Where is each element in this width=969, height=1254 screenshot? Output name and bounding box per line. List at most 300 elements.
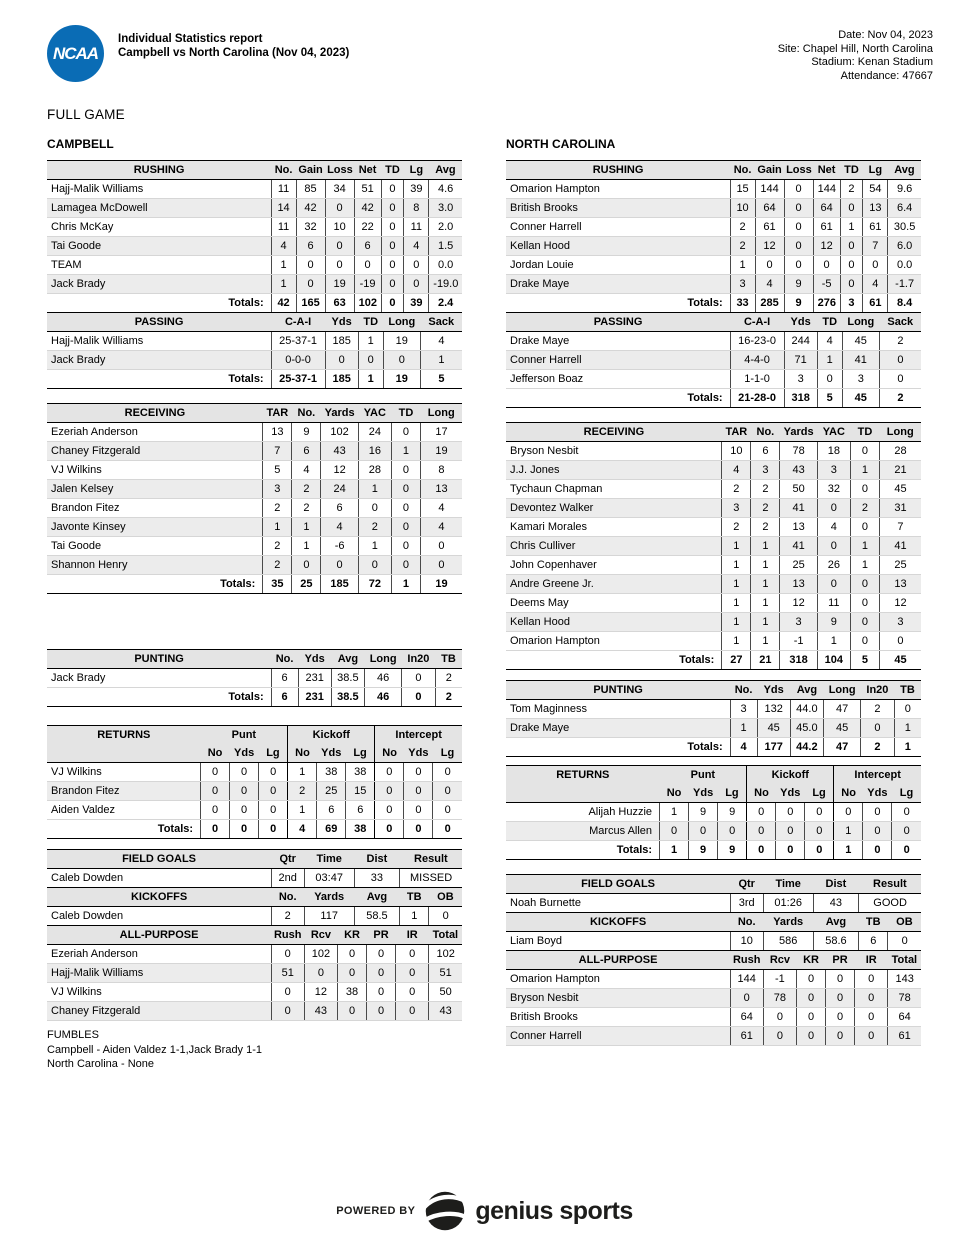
table-row: [47, 499, 462, 518]
cell: 30.5: [888, 218, 921, 237]
cell: -1: [763, 970, 796, 989]
header-cell: Avg: [888, 161, 921, 180]
cell: Jalen Kelsey: [47, 480, 263, 499]
header-cell: ALL-PURPOSE: [47, 926, 271, 945]
cell: 2: [271, 907, 304, 926]
cell: 0: [230, 763, 259, 782]
cell: -19: [354, 275, 381, 294]
cell: 10: [722, 442, 751, 461]
cell: 0: [892, 803, 921, 822]
report-titles: [118, 25, 349, 60]
header-cell: Lg: [892, 784, 921, 803]
cell: Hajj-Malik Williams: [47, 332, 271, 351]
cell: 33: [730, 294, 755, 313]
cell: 24: [321, 480, 358, 499]
cell: 64: [888, 1008, 921, 1027]
cell: 1: [358, 480, 391, 499]
cell: 2: [879, 389, 921, 408]
cell: 1: [840, 218, 863, 237]
cell: 0: [863, 256, 888, 275]
cell: Tom Maginness: [506, 700, 730, 719]
header-cell: TD: [817, 313, 842, 332]
cell: 0: [817, 499, 850, 518]
cell: 2: [751, 499, 780, 518]
table-row: [47, 964, 462, 983]
cell: 0: [383, 351, 420, 370]
cell: 0: [863, 841, 892, 860]
table-row: [506, 442, 921, 461]
header-cell: TD: [381, 161, 404, 180]
cell: 1: [894, 738, 921, 757]
header-cell: RETURNS: [506, 766, 660, 785]
cell: 1: [751, 575, 780, 594]
cell: 0: [826, 989, 855, 1008]
cell: 102: [321, 423, 358, 442]
table-row: [506, 370, 921, 389]
fumbles-line-campbell: Campbell - Aiden Valdez 1-1,Jack Brady 1-1: [47, 1043, 263, 1056]
campbell-column: [47, 137, 462, 1072]
cell: 5: [817, 389, 842, 408]
cell: 0: [840, 256, 863, 275]
cell: 19: [420, 442, 462, 461]
ncaa-logo: [47, 25, 104, 82]
cell: 6: [317, 801, 346, 820]
header-cell: Dist: [354, 850, 400, 869]
header-cell: Yds: [784, 313, 817, 332]
game-meta: [778, 25, 933, 83]
fumbles-title: FUMBLES: [47, 1029, 99, 1041]
cell: 276: [813, 294, 840, 313]
cell: Jack Brady: [47, 351, 271, 370]
header-cell: No.: [751, 423, 780, 442]
cell: 0: [367, 945, 396, 964]
cell: 2.4: [429, 294, 462, 313]
ncaa-logo-text: NCAA: [52, 43, 99, 63]
cell: 0: [402, 688, 435, 707]
cell: TEAM: [47, 256, 271, 275]
table-row: [47, 869, 462, 888]
header-cell: Lg: [718, 784, 747, 803]
cell: 9: [292, 423, 321, 442]
cell: 0: [840, 237, 863, 256]
cell: 10: [730, 932, 763, 951]
cell: 61: [730, 1027, 763, 1046]
header-cell: No.: [271, 888, 304, 907]
cell: 0: [381, 180, 404, 199]
cell: 0: [433, 801, 462, 820]
cell: 102: [354, 294, 381, 313]
cell: 0: [325, 237, 354, 256]
cell: 0: [325, 199, 354, 218]
cell: 19: [383, 332, 420, 351]
cell: 43: [813, 894, 859, 913]
stats-columns: [0, 137, 969, 1072]
cell: 0: [763, 1027, 796, 1046]
cell: VJ Wilkins: [47, 983, 271, 1002]
cell: 0: [784, 218, 813, 237]
header-cell: PUNTING: [506, 681, 730, 700]
cell: 1: [292, 537, 321, 556]
header-cell: Result: [859, 875, 921, 894]
cell: 28: [879, 442, 921, 461]
cell: 1: [358, 537, 391, 556]
nc-receiving-table: [506, 422, 921, 670]
cell: 78: [888, 989, 921, 1008]
header-cell: Yards: [780, 423, 817, 442]
table-row: [506, 932, 921, 951]
table-row: [47, 907, 462, 926]
cell: 1: [288, 801, 317, 820]
cell: 0: [433, 820, 462, 839]
cell: 13: [863, 199, 888, 218]
cell: 0: [404, 820, 433, 839]
table-row: [47, 537, 462, 556]
cell: 0: [755, 256, 784, 275]
cell: 38: [346, 763, 375, 782]
cell: 0: [826, 970, 855, 989]
cell: 0: [296, 256, 325, 275]
cell: 43: [321, 442, 358, 461]
cell: Liam Boyd: [506, 932, 730, 951]
cell: 2: [730, 237, 755, 256]
cell: Kellan Hood: [506, 613, 722, 632]
cell: 144: [755, 180, 784, 199]
cell: 0: [784, 237, 813, 256]
cell: 0: [325, 351, 358, 370]
header-cell: No: [660, 784, 689, 803]
header-cell: Result: [400, 850, 462, 869]
header-cell: Avg: [354, 888, 400, 907]
cell: 61: [755, 218, 784, 237]
cell: 1: [730, 256, 755, 275]
cell: MISSED: [400, 869, 462, 888]
cell: 41: [780, 537, 817, 556]
cell: 1: [358, 332, 383, 351]
cell: 6: [354, 237, 381, 256]
cell: Deems May: [506, 594, 722, 613]
cell: 3: [780, 613, 817, 632]
header-cell: TB: [435, 650, 462, 669]
cell: Conner Harrell: [506, 218, 730, 237]
header-cell: RECEIVING: [47, 404, 263, 423]
header-cell: Lg: [259, 744, 288, 763]
cell: Devontez Walker: [506, 499, 722, 518]
cell: 0: [375, 820, 404, 839]
table-row: [506, 822, 921, 841]
cell: 5: [420, 370, 462, 389]
cell: 144: [813, 180, 840, 199]
cell: 0: [201, 801, 230, 820]
cell: 11: [271, 180, 296, 199]
campbell-punting-table: [47, 649, 462, 707]
cell: Totals:: [506, 294, 730, 313]
cell: 1: [271, 275, 296, 294]
table-row: [47, 461, 462, 480]
cell: 28: [358, 461, 391, 480]
cell: 0: [863, 803, 892, 822]
cell: 58.5: [354, 907, 400, 926]
cell: 0: [259, 801, 288, 820]
cell: Totals:: [47, 294, 271, 313]
cell: 11: [404, 218, 429, 237]
cell: 0: [892, 822, 921, 841]
table-row: [47, 275, 462, 294]
cell: Totals:: [47, 370, 271, 389]
header-cell: PR: [367, 926, 396, 945]
nc-punting-table: [506, 680, 921, 757]
cell: 39: [404, 294, 429, 313]
header-cell: Yds: [325, 313, 358, 332]
table-row: [506, 499, 921, 518]
cell: 0.0: [888, 256, 921, 275]
cell: 0: [879, 370, 921, 389]
cell: Chaney Fitzgerald: [47, 1002, 271, 1021]
table-row: [47, 945, 462, 964]
table-row: [506, 556, 921, 575]
powered-by-label: POWERED BY: [336, 1205, 416, 1217]
table-row: [506, 351, 921, 370]
header-cell: Avg: [790, 681, 823, 700]
report-subtitle: Campbell vs North Carolina (Nov 04, 2023): [118, 47, 350, 59]
cell: 0: [805, 803, 834, 822]
cell: 15: [346, 782, 375, 801]
cell: 2: [263, 556, 292, 575]
cell: 185: [321, 575, 358, 594]
cell: 19: [420, 575, 462, 594]
cell: 32: [296, 218, 325, 237]
cell: 1: [730, 719, 757, 738]
table-row: [506, 1008, 921, 1027]
cell: 39: [404, 180, 429, 199]
cell: 231: [298, 669, 331, 688]
header-cell: KR: [797, 951, 826, 970]
north-carolina-column: [506, 137, 921, 1072]
cell: 102: [429, 945, 462, 964]
cell: 0: [391, 461, 420, 480]
cell: Totals:: [506, 389, 730, 408]
cell: Jefferson Boaz: [506, 370, 730, 389]
cell: 42: [271, 294, 296, 313]
cell: 2: [435, 688, 462, 707]
cell: 3: [840, 294, 863, 313]
fumbles-line-north-carolina: North Carolina - None: [47, 1058, 154, 1070]
cell: 2: [292, 480, 321, 499]
campbell-passing-table: [47, 312, 462, 389]
cell: 13: [420, 480, 462, 499]
cell: 0: [433, 763, 462, 782]
table-row: [47, 180, 462, 199]
table-row: [47, 669, 462, 688]
cell: 6: [346, 801, 375, 820]
cell: 285: [755, 294, 784, 313]
cell: Brandon Fitez: [47, 782, 201, 801]
cell: 64: [755, 199, 784, 218]
cell: 2: [292, 499, 321, 518]
cell: 3: [842, 370, 879, 389]
cell: 0: [391, 556, 420, 575]
cell: Andre Greene Jr.: [506, 575, 722, 594]
cell: 4.6: [429, 180, 462, 199]
header-cell: [506, 784, 660, 803]
header-cell: Loss: [325, 161, 354, 180]
report-title: Individual Statistics report: [118, 33, 263, 45]
totals-row: [506, 294, 921, 313]
cell: 0: [826, 1027, 855, 1046]
table-row: [506, 480, 921, 499]
header-cell: TD: [850, 423, 879, 442]
cell: 0: [850, 594, 879, 613]
cell: 6: [296, 237, 325, 256]
cell: 0: [888, 932, 921, 951]
cell: 2: [722, 518, 751, 537]
header-cell: Sack: [420, 313, 462, 332]
cell: -5: [813, 275, 840, 294]
cell: 1: [817, 632, 850, 651]
cell: 6: [321, 499, 358, 518]
cell: Javonte Kinsey: [47, 518, 263, 537]
cell: 0: [338, 945, 367, 964]
cell: 0: [338, 964, 367, 983]
cell: Drake Maye: [506, 719, 730, 738]
fumbles-section: [47, 1028, 462, 1072]
cell: 41: [842, 351, 879, 370]
table-row: [506, 970, 921, 989]
cell: 1: [850, 461, 879, 480]
cell: 41: [780, 499, 817, 518]
campbell-kickoffs-table: [47, 887, 462, 926]
cell: 0: [855, 970, 888, 989]
cell: 104: [817, 651, 850, 670]
header-cell: No.: [292, 404, 321, 423]
cell: VJ Wilkins: [47, 763, 201, 782]
cell: 9: [718, 841, 747, 860]
genius-sports-icon: [424, 1190, 466, 1232]
cell: VJ Wilkins: [47, 461, 263, 480]
cell: 318: [780, 651, 817, 670]
header-cell: RUSHING: [47, 161, 271, 180]
meta-stadium: Stadium: Kenan Stadium: [811, 56, 933, 68]
header-cell: Net: [813, 161, 840, 180]
meta-site: Site: Chapel Hill, North Carolina: [777, 42, 933, 55]
cell: Hajj-Malik Williams: [47, 964, 271, 983]
header-cell: No: [288, 744, 317, 763]
header-cell: TAR: [722, 423, 751, 442]
totals-row: [47, 575, 462, 594]
cell: 0: [404, 801, 433, 820]
cell: 0: [863, 822, 892, 841]
cell: 0: [271, 1002, 304, 1021]
header-cell: KR: [338, 926, 367, 945]
table-row: [506, 575, 921, 594]
cell: 1: [751, 594, 780, 613]
table-row: [506, 256, 921, 275]
cell: 12: [321, 461, 358, 480]
table-row: [506, 700, 921, 719]
cell: 9.6: [888, 180, 921, 199]
header-cell: Sack: [879, 313, 921, 332]
header-cell: Yards: [763, 913, 813, 932]
cell: Alijah Huzzie: [506, 803, 660, 822]
cell: 01:26: [763, 894, 813, 913]
cell: 25-37-1: [271, 332, 325, 351]
header-cell: Total: [429, 926, 462, 945]
cell: 4: [420, 518, 462, 537]
cell: Omarion Hampton: [506, 180, 730, 199]
cell: 8.4: [888, 294, 921, 313]
totals-row: [506, 738, 921, 757]
cell: Shannon Henry: [47, 556, 263, 575]
cell: Marcus Allen: [506, 822, 660, 841]
cell: 1-1-0: [730, 370, 784, 389]
cell: 1: [834, 841, 863, 860]
cell: 45: [823, 719, 860, 738]
cell: 0: [855, 1027, 888, 1046]
cell: 0: [201, 782, 230, 801]
cell: 13: [780, 575, 817, 594]
table-row: [47, 763, 462, 782]
cell: 0: [420, 556, 462, 575]
cell: 0: [292, 556, 321, 575]
header-cell: No: [201, 744, 230, 763]
cell: 12: [780, 594, 817, 613]
cell: 03:47: [304, 869, 354, 888]
table-row: [47, 801, 462, 820]
header-cell: In20: [861, 681, 894, 700]
header-cell: TB: [894, 681, 921, 700]
cell: Lamagea McDowell: [47, 199, 271, 218]
cell: 16-23-0: [730, 332, 784, 351]
cell: 34: [325, 180, 354, 199]
nc-rushing-table: [506, 160, 921, 313]
cell: 31: [879, 499, 921, 518]
cell: 231: [298, 688, 331, 707]
cell: 12: [304, 983, 337, 1002]
cell: 2nd: [271, 869, 304, 888]
cell: 0: [850, 442, 879, 461]
header-cell: Lg: [805, 784, 834, 803]
table-row: [47, 442, 462, 461]
cell: 50: [780, 480, 817, 499]
table-row: [47, 983, 462, 1002]
cell: 4-4-0: [730, 351, 784, 370]
cell: 0: [381, 199, 404, 218]
cell: 1.5: [429, 237, 462, 256]
cell: 0: [358, 351, 383, 370]
cell: 24: [358, 423, 391, 442]
cell: 0: [850, 613, 879, 632]
table-row: [506, 199, 921, 218]
cell: 1: [722, 613, 751, 632]
cell: 586: [763, 932, 813, 951]
cell: 0: [850, 518, 879, 537]
totals-row: [47, 688, 462, 707]
cell: Noah Burnette: [506, 894, 730, 913]
cell: Bryson Nesbit: [506, 442, 722, 461]
cell: 0: [201, 820, 230, 839]
cell: 27: [722, 651, 751, 670]
header-cell: PASSING: [47, 313, 271, 332]
nc-passing-table: [506, 312, 921, 408]
cell: 244: [784, 332, 817, 351]
cell: 21: [751, 651, 780, 670]
cell: 2: [435, 669, 462, 688]
cell: 8: [420, 461, 462, 480]
cell: 51: [271, 964, 304, 983]
cell: 13: [780, 518, 817, 537]
cell: 4: [420, 499, 462, 518]
campbell-rushing-table: [47, 160, 462, 313]
campbell-field-goals-table: [47, 849, 462, 888]
